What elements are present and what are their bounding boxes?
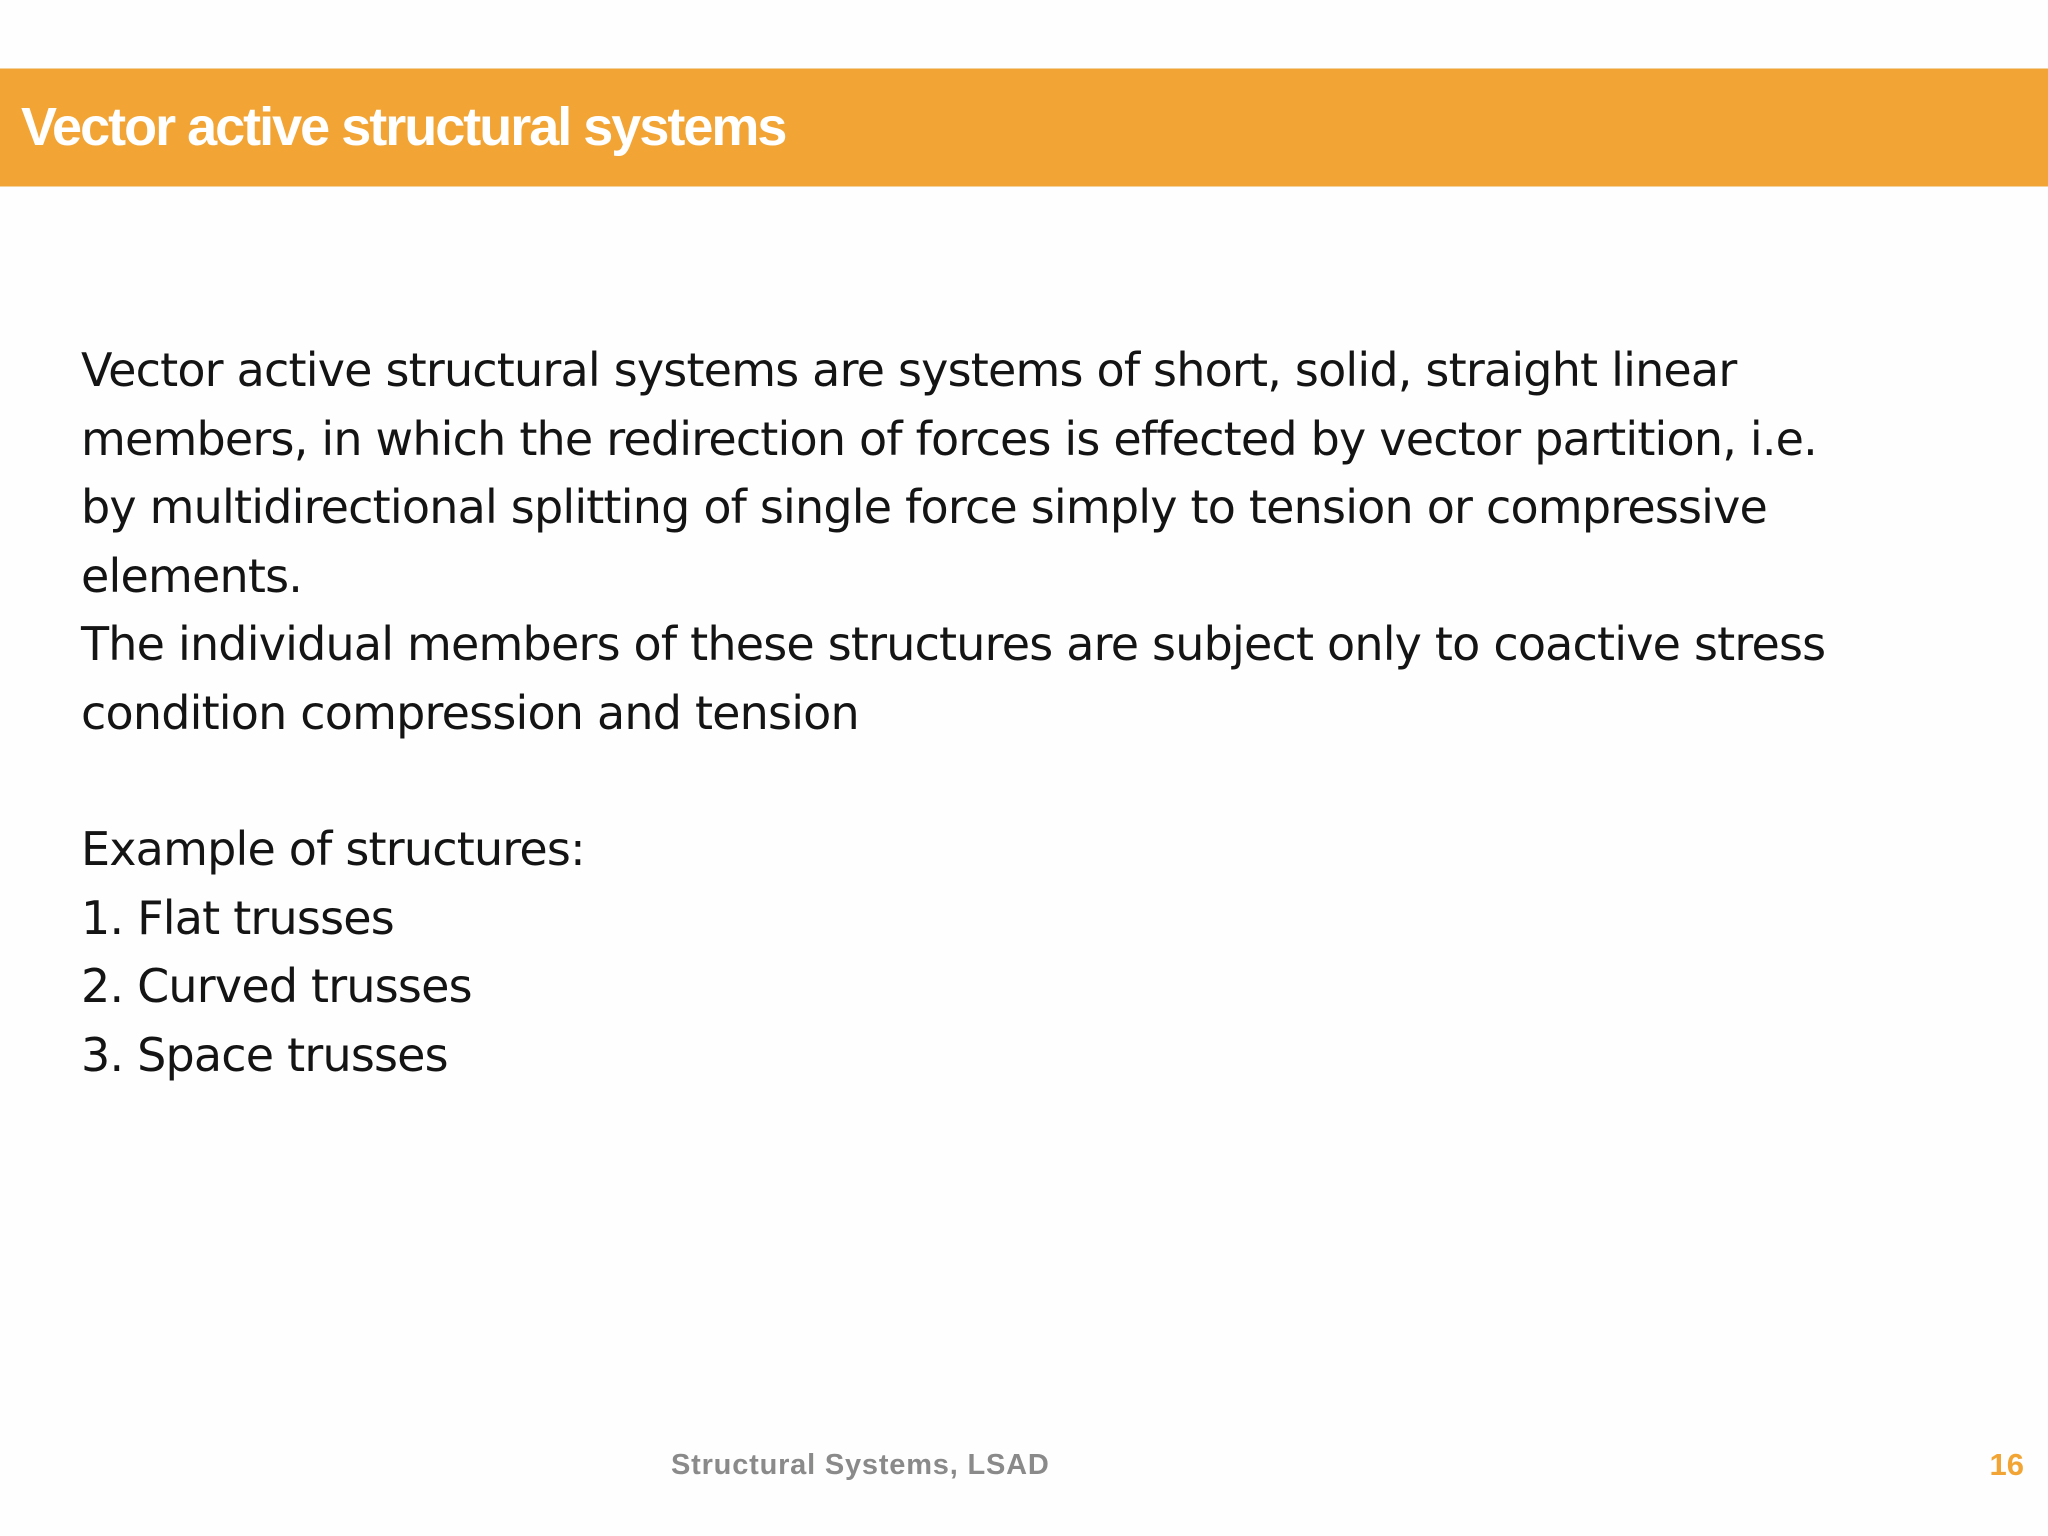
body-line-6: condition compression and tension bbox=[81, 685, 859, 740]
body-line-5: The individual members of these structures are subject only to coactive stress bbox=[81, 617, 1826, 671]
page-number: 16 bbox=[1989, 1447, 2024, 1482]
body-line-3: by multidirectional splitting of single force simply to tension or compressive bbox=[81, 480, 1768, 534]
example-item-space-trusses: 3. Space trusses bbox=[81, 1027, 448, 1082]
body-line-1: Vector active structural systems are systems of short, solid, straight linear bbox=[81, 343, 1737, 397]
examples-heading: Example of structures: bbox=[81, 822, 585, 876]
slide-body bbox=[81, 336, 1981, 1089]
examples-list bbox=[81, 884, 1981, 1090]
title-bar bbox=[0, 68, 2048, 187]
example-item-curved-trusses: 2. Curved trusses bbox=[81, 959, 472, 1013]
body-line-4: elements. bbox=[81, 548, 303, 603]
example-item-flat-trusses: 1. Flat trusses bbox=[81, 890, 394, 945]
body-line-2: members, in which the redirection of forces is effected by vector partition, i.e. bbox=[81, 411, 1818, 466]
slide-title: Vector active structural systems bbox=[21, 97, 786, 157]
paragraph-spacer bbox=[81, 747, 1981, 815]
footer-caption: Structural Systems, LSAD bbox=[671, 1449, 1050, 1481]
